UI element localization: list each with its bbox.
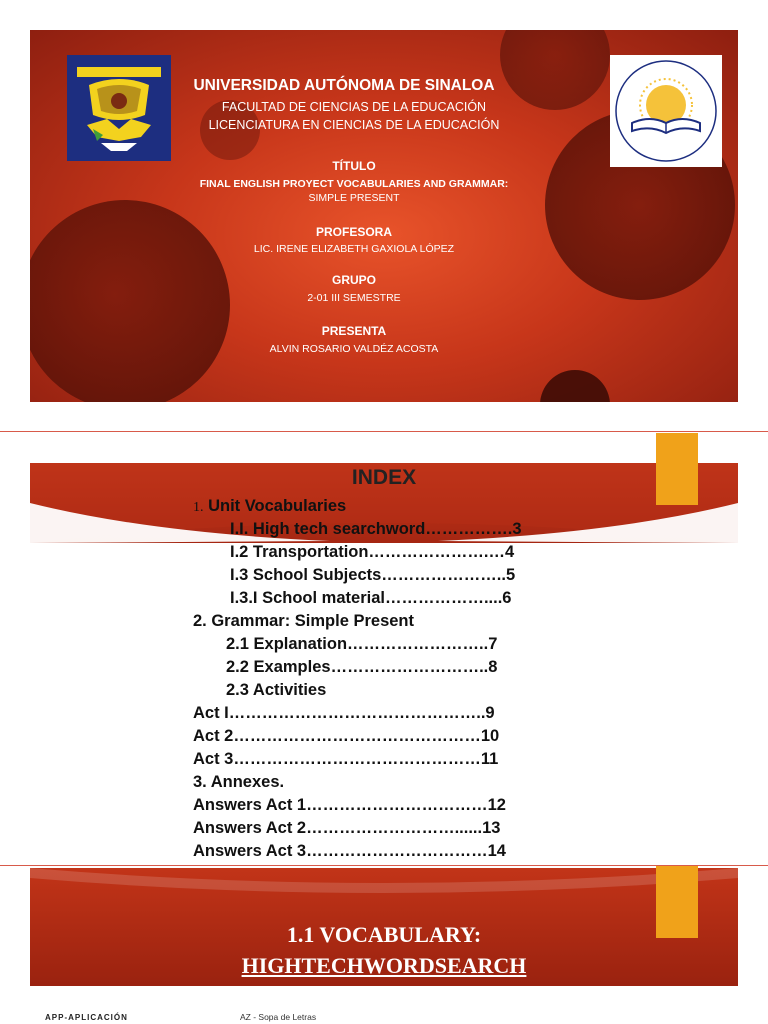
section-title-line2: HIGHTECHWORDSEARCH: [241, 953, 527, 978]
university-name: UNIVERSIDAD AUTÓNOMA DE SINALOA: [193, 77, 495, 94]
project-title-line1: FINAL ENGLISH PROYECT VOCABULARIES AND GRAMMAR:: [199, 178, 509, 190]
app-name: AZ - Sopa de Letras: [240, 1012, 317, 1022]
decorative-circle: [540, 370, 610, 402]
index-item: Answers Act 3……………………………14: [193, 842, 506, 860]
index-item: 2.1 Explanation……………………..7: [226, 635, 498, 653]
index-item: Act 3………………………………………11: [193, 750, 499, 768]
index-item: 2. Grammar: Simple Present: [193, 612, 415, 630]
index-item: I.3.I School material………………....6: [230, 589, 512, 607]
index-item: 1. Unit Vocabularies: [193, 497, 347, 515]
teacher-label: PROFESORA: [315, 225, 392, 239]
group-label: GRUPO: [331, 273, 376, 287]
faculty-name: FACULTAD DE CIENCIAS DE LA EDUCACIÓN: [221, 100, 487, 114]
slide-divider: [0, 865, 768, 866]
decorative-circle: [500, 30, 610, 110]
title-slide: [30, 30, 738, 402]
index-item: Act 2………………………………………10: [193, 727, 500, 745]
index-item: Act I………………………………………..9: [193, 704, 495, 722]
index-item: I.3 School Subjects…………………..5: [230, 566, 516, 584]
slide-divider: [0, 431, 768, 432]
group-value: 2-01 III SEMESTRE: [307, 292, 401, 304]
index-item: 2.3 Activities: [226, 681, 327, 699]
index-item: Answers Act 2………………………......13: [193, 819, 501, 837]
presenter-label: PRESENTA: [321, 324, 387, 338]
presenter-name: ALVIN ROSARIO VALDÉZ ACOSTA: [269, 343, 439, 355]
index-item: 2.2 Examples………………………..8: [226, 658, 498, 676]
section-title-line1: 1.1 VOCABULARY:: [286, 922, 482, 947]
index-item: I.I. High tech searchword…………….3: [230, 520, 522, 538]
app-label: APP-APLICACIÓN: [45, 1013, 128, 1022]
index-item: Answers Act 1……………………………12: [193, 796, 506, 814]
degree-name: LICENCIATURA EN CIENCIAS DE LA EDUCACIÓN: [208, 118, 500, 132]
index-item: I.2 Transportation………………….…4: [230, 543, 515, 561]
teacher-name: LIC. IRENE ELIZABETH GAXIOLA LÓPEZ: [253, 243, 455, 255]
index-item: 3. Annexes.: [193, 773, 285, 791]
title-label: TÍTULO: [332, 159, 376, 173]
index-title: INDEX: [351, 466, 417, 489]
project-title-line2: SIMPLE PRESENT: [308, 192, 400, 204]
